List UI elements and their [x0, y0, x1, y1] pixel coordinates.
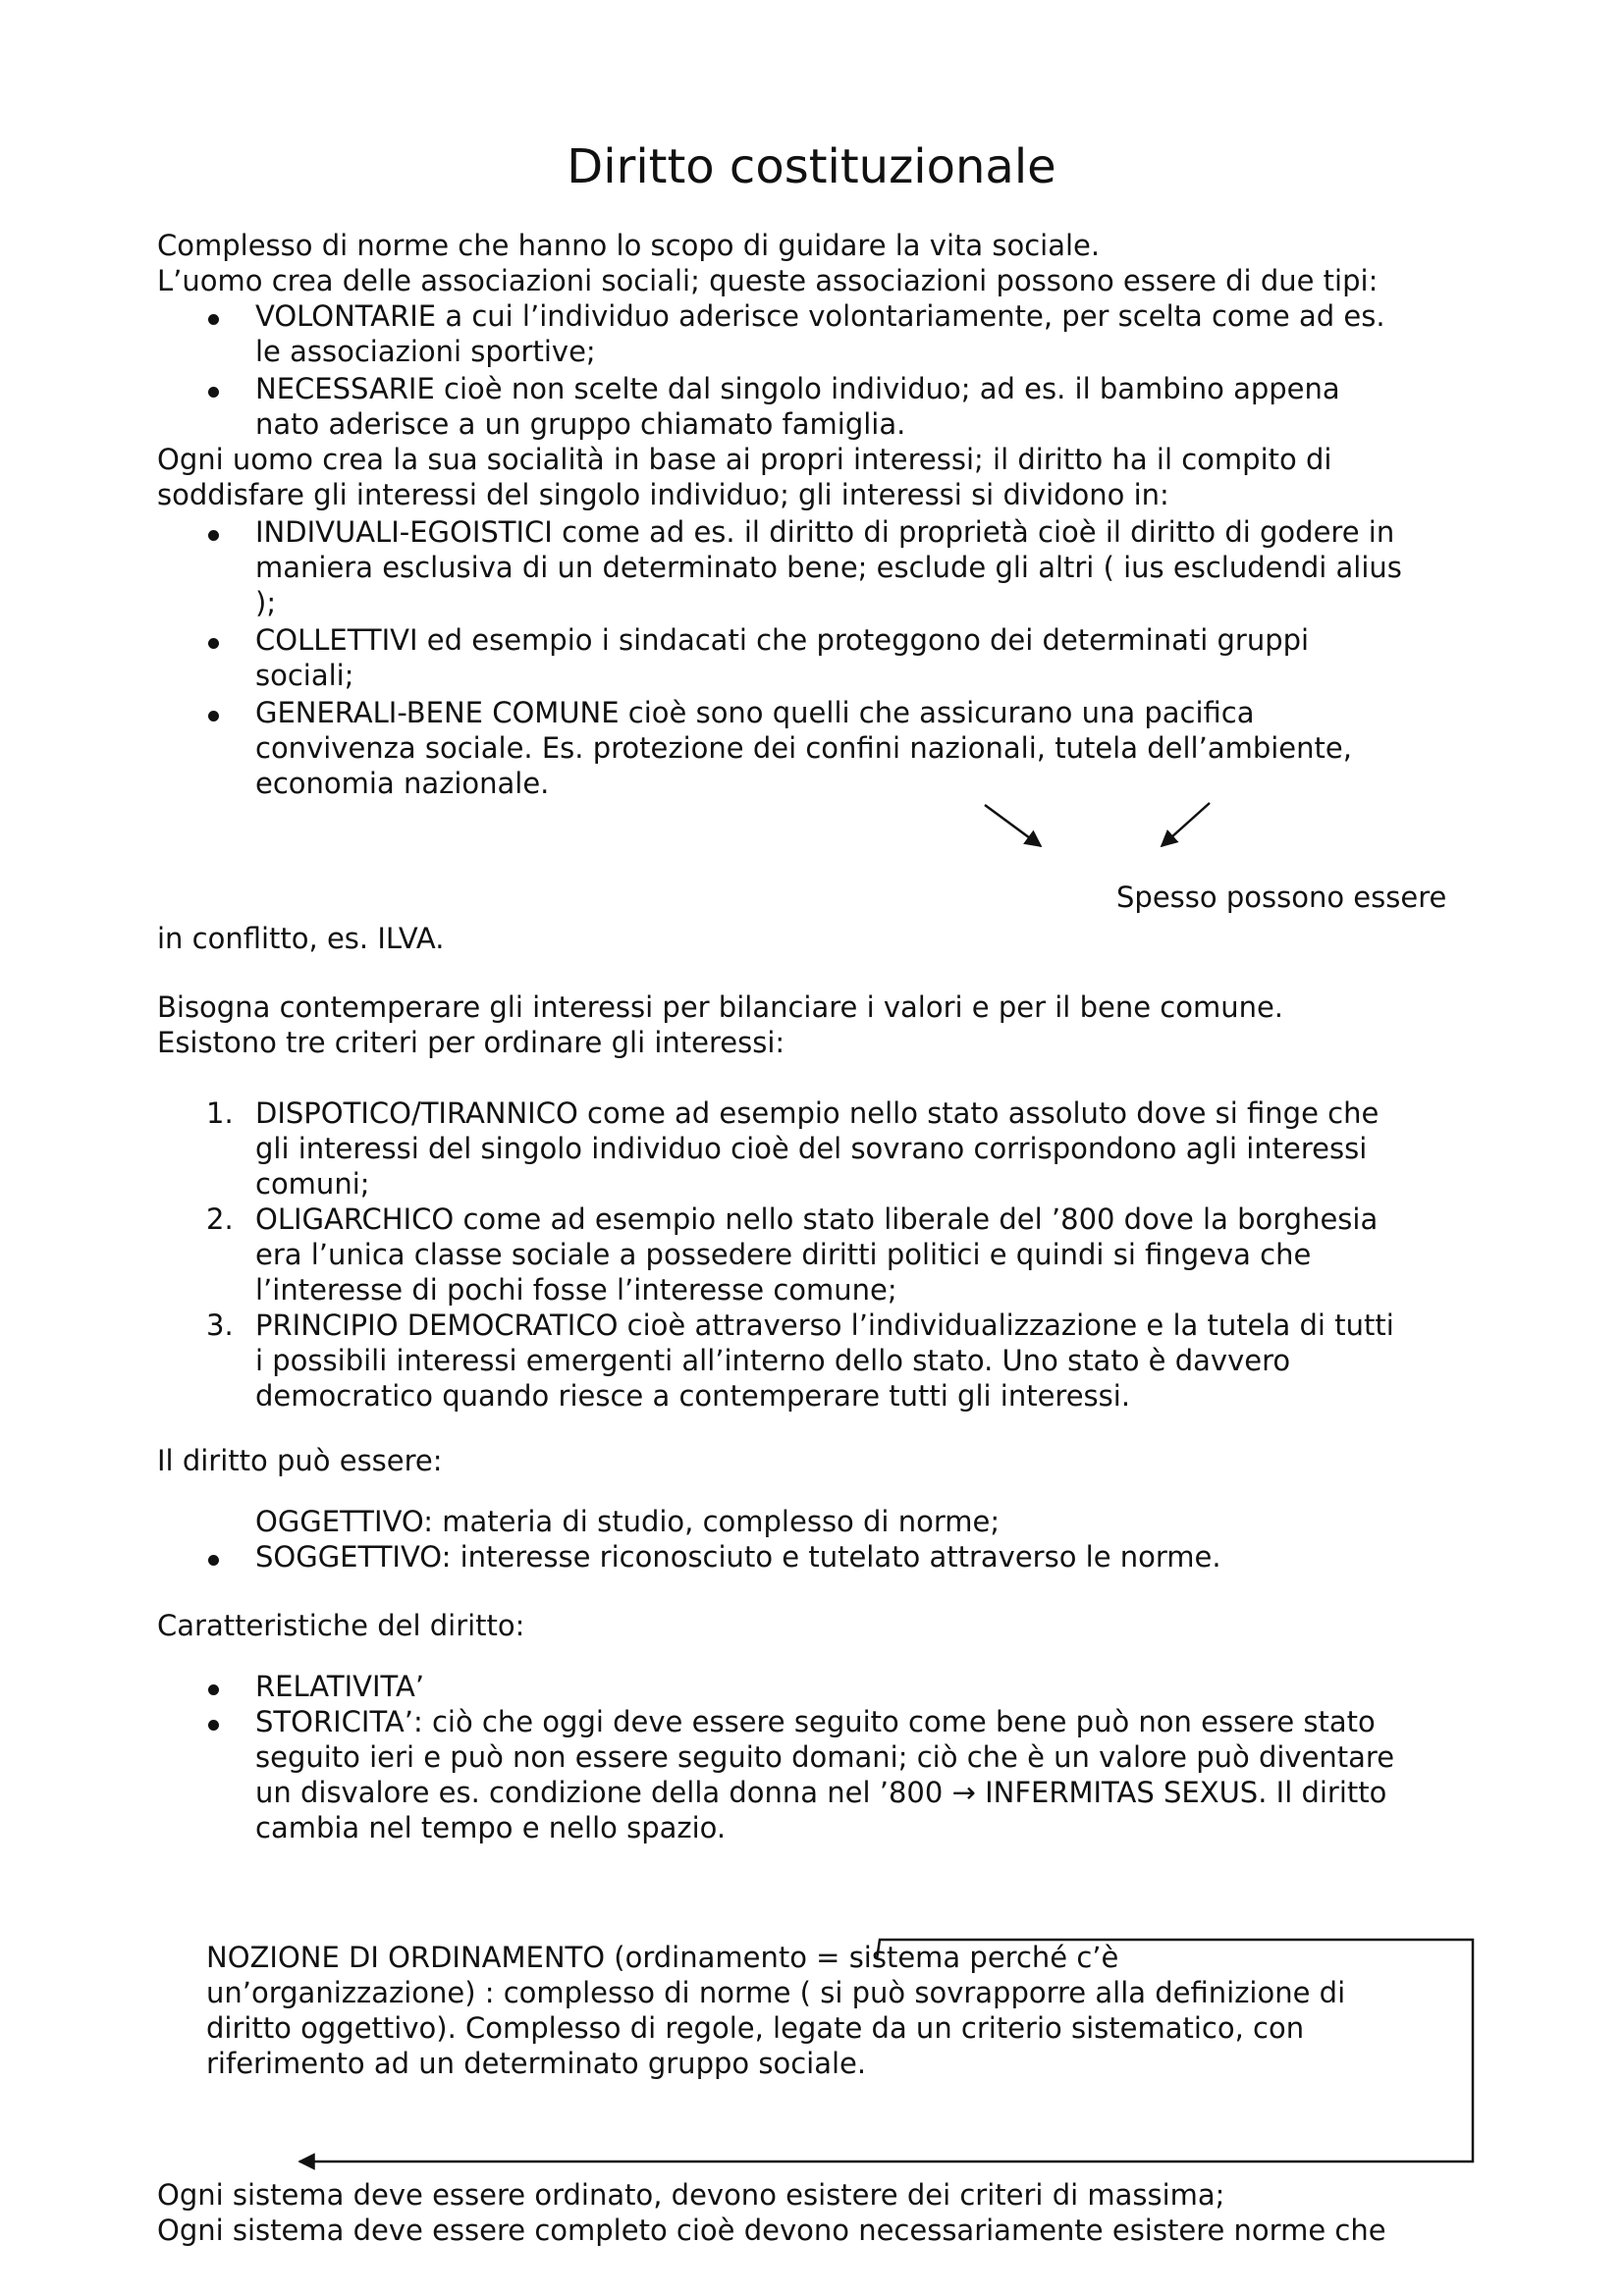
- list-item-text: economia nazionale.: [255, 767, 550, 800]
- list-item-text: COLLETTIVI ed esempio i sindacati che proteggono dei determinati gruppi: [255, 623, 1310, 657]
- list-item-text: OGGETTIVO: materia di studio, complesso di norme;: [255, 1505, 1001, 1538]
- list-item-text: VOLONTARIE a cui l’individuo aderisce volontariamente, per scelta come ad es.: [255, 299, 1385, 333]
- list-number: 1.: [206, 1096, 234, 1130]
- definition-line: riferimento ad un determinato gruppo sociale.: [206, 2047, 867, 2080]
- definition-line: un’organizzazione) : complesso di norme ( si può sovrapporre alla definizione di: [206, 1976, 1346, 2009]
- list-item-text: );: [255, 586, 277, 619]
- list-item-text: era l’unica classe sociale a possedere diritti politici e quindi si fingeva che: [255, 1238, 1312, 1271]
- paragraph-line: Il diritto può essere:: [157, 1444, 443, 1477]
- intro-line: L’uomo crea delle associazioni sociali; queste associazioni possono essere di due tipi:: [157, 264, 1379, 297]
- list-item-text: NECESSARIE cioè non scelte dal singolo individuo; ad es. il bambino appena: [255, 372, 1340, 405]
- list-item-text: SOGGETTIVO: interesse riconosciuto e tutelato attraverso le norme.: [255, 1540, 1221, 1574]
- list-item-text: nato aderisce a un gruppo chiamato famiglia.: [255, 407, 906, 441]
- list-item-text: PRINCIPIO DEMOCRATICO cioè attraverso l’individualizzazione e la tutela di tutti: [255, 1308, 1394, 1342]
- conflict-note: in conflitto, es. ILVA.: [157, 922, 445, 955]
- paragraph-line: Ogni sistema deve essere ordinato, devono esistere dei criteri di massima;: [157, 2178, 1225, 2212]
- list-item-text: RELATIVITA’: [255, 1670, 425, 1703]
- list-item-text: seguito ieri e può non essere seguito domani; ciò che è un valore può diventare: [255, 1740, 1395, 1774]
- list-item-text: l’interesse di pochi fosse l’interesse comune;: [255, 1273, 897, 1307]
- paragraph-line: soddisfare gli interessi del singolo individuo; gli interessi si dividono in:: [157, 478, 1169, 511]
- list-item-text: un disvalore es. condizione della donna nel ’800 → INFERMITAS SEXUS. Il diritto: [255, 1776, 1387, 1809]
- list-item-text: DISPOTICO/TIRANNICO come ad esempio nello stato assoluto dove si finge che: [255, 1096, 1380, 1130]
- connector-arrow-icon: [299, 1940, 1473, 2162]
- paragraph-line: Ogni sistema deve essere completo cioè devono necessariamente esistere norme che: [157, 2214, 1386, 2247]
- list-item-text: maniera esclusiva di un determinato bene; esclude gli altri ( ius escludendi alius: [255, 551, 1402, 584]
- page-title: Diritto costituzionale: [567, 139, 1056, 194]
- paragraph-line: Caratteristiche del diritto:: [157, 1609, 525, 1642]
- list-item-text: convivenza sociale. Es. protezione dei confini nazionali, tutela dell’ambiente,: [255, 731, 1352, 765]
- list-item-text: INDIVUALI-EGOISTICI come ad es. il diritto di proprietà cioè il diritto di godere in: [255, 515, 1395, 549]
- list-item-text: OLIGARCHICO come ad esempio nello stato liberale del ’800 dove la borghesia: [255, 1202, 1379, 1236]
- list-number: 3.: [206, 1308, 234, 1342]
- arrow-down-right-icon: [985, 805, 1041, 846]
- list-item-text: comuni;: [255, 1167, 370, 1201]
- definition-line: NOZIONE DI ORDINAMENTO (ordinamento = sistema perché c’è: [206, 1941, 1119, 1974]
- list-item-text: cambia nel tempo e nello spazio.: [255, 1811, 727, 1844]
- list-item-text: i possibili interessi emergenti all’interno dello stato. Uno stato è davvero: [255, 1344, 1291, 1377]
- conflict-note: Spesso possono essere: [1116, 881, 1447, 914]
- paragraph-line: Ogni uomo crea la sua socialità in base ai propri interessi; il diritto ha il compito di: [157, 443, 1332, 476]
- list-item-text: GENERALI-BENE COMUNE cioè sono quelli che assicurano una pacifica: [255, 696, 1255, 729]
- list-item-text: sociali;: [255, 659, 354, 692]
- paragraph-line: Esistono tre criteri per ordinare gli interessi:: [157, 1026, 785, 1059]
- paragraph-line: Bisogna contemperare gli interessi per bilanciare i valori e per il bene comune.: [157, 990, 1284, 1024]
- list-item-text: democratico quando riesce a contemperare tutti gli interessi.: [255, 1379, 1131, 1413]
- list-item-text: STORICITA’: ciò che oggi deve essere seguito come bene può non essere stato: [255, 1705, 1376, 1738]
- list-item-text: gli interessi del singolo individuo cioè del sovrano corrispondono agli interessi: [255, 1132, 1368, 1165]
- definition-line: diritto oggettivo). Complesso di regole, legate da un criterio sistematico, con: [206, 2011, 1305, 2045]
- list-item-text: le associazioni sportive;: [255, 335, 596, 368]
- arrow-down-left-icon: [1162, 803, 1210, 846]
- list-number: 2.: [206, 1202, 234, 1236]
- intro-line: Complesso di norme che hanno lo scopo di guidare la vita sociale.: [157, 229, 1101, 262]
